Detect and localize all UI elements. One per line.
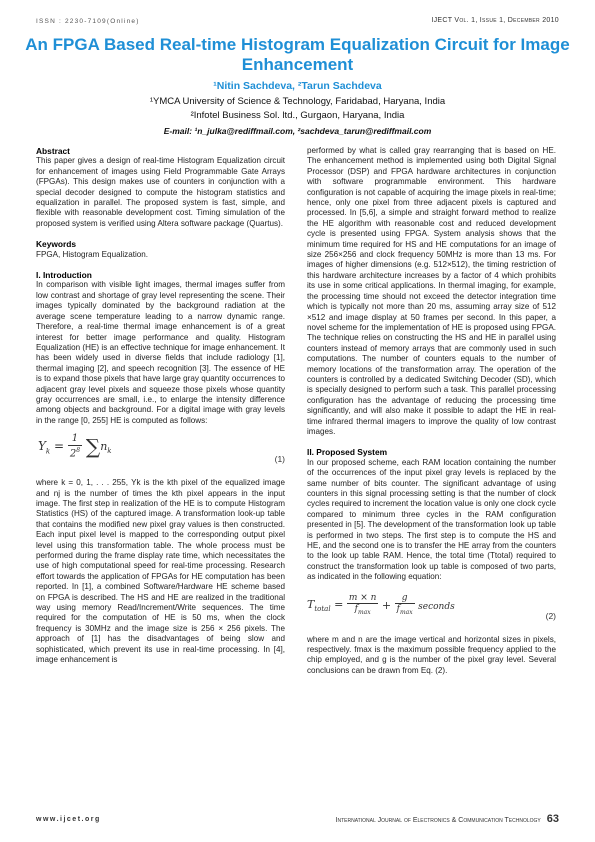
affiliation-2: ²Infotel Business Sol. ltd., Gurgaon, Haryana, India [190,110,405,121]
equation-2-number: (2) [545,610,556,621]
intro-paragraph-2: where k = 0, 1, . . . 255, Yk is the kth pixel of the equalized image and nj is the number of times the kth pixel appears in the input image. The first step in realization of the HE is to compute Histogram Statistics (HS) of the captured image. A transformation look-up table that contains the modified new pixel gray values is then constructed. Each input pixel level is mapped to the corresponding output pixel level using this transformation table. The whole process must be performed during the frame display rate time, which necessitates the use of high computational speed for real-time processing. Research effort towards the application of FPGAs for HE computation has been reported. In [1], a combined Software/Hardware HE scheme based on FPGA is described. The HS and HE are realized in the traditional way using memory Read/Increment/Write sequences. The time required for the computation of HE is 50 ms, when the clock frequency is 30MHz and the image size is 256 × 256 pixels. The approach of [1] has the disadvantages of being slow and sophisticated, which prevent its use in real-time processing. In [4], image enhancement is [36,478,285,665]
equation-1: $Y_k$ = $\frac{1}{2^8}$ $\sum n_k$ (1) [38,433,285,465]
right-column [307,146,556,676]
abstract-text: This paper gives a design of real-time Histogram Equalization circuit for enhancement of images using Field Programmable Gate Arrays (FPGAs). This design makes use of counters in conjunction with a special decoder designed to compute the histogram statistics and equalization in parallel. The proposed system is fast, simple, and flexible with reasonable development cost. Timing simulation of the proposed system is verified using Altera software package (Quartus). [36,156,285,228]
journal-issue-label: IJECT Vol. 1, Issue 1, December 2010 [431,17,559,24]
keywords-heading: Keywords [36,239,77,250]
equation-2: $T_{total}$ = $\frac{m \times n}{f_{max}}$ + $\frac{g}{f_{max}}$ seconds (2) [307,592,556,621]
affiliation-1: ¹YMCA University of Science & Technology, Faridabad, Haryana, India [149,96,446,107]
footer-journal [336,813,559,825]
keywords-text: FPGA, Histogram Equalization. [36,249,149,259]
abstract-heading: Abstract [36,146,70,156]
right-paragraph-1: performed by what is called gray rearranging that is based on HE. The enhancement method is implemented using both Digital Signal Processor (DSP) and FPGA hardware architectures in conjunction with software programmable environment. This hardware configuration is not capable of acquiring the image pixels in real-time; hence, only one pixel from three adjacent pixels is captured and processed. In [5,6], a simple and straight forward method to realize the HE algorithm with reasonable cost and reduced development cycle is presented using FPGA. System analysis shows that the minimum time required for HS and HE computations for an image of size 256×256 and clock frequency 50MHz is more than 13 ms. For images of higher dimensions (e.g. 512×512), the timing restriction of this hardware architecture increases by a factor of 4 which prohibits its use in some critical applications. In thermal imaging, for example, the processing time should not exceed the detector integration time which is typically not more than 20 ms, assuming array size of 512 ×512 and image display at 50 frames per second. In this paper, a novel scheme for the implementation of HE is proposed using FPGA. The technique relies on constructing the HS and HE in parallel using counters instead of memory arrays that are commonly used in such computations. The number of counters equals to the number of memory locations of the transformation array. The operation of the counters is controlled by a dedicated Switching Decoder (SD), which is specially designed to perform such a task. This parallel processing configuration has the advantage of reducing the processing time significantly, and will also make it possible to adapt the HE in real-time infrared thermal imagers to improve the quality of low contrast images. [307,146,556,436]
page-number: 63 [546,813,559,825]
issn-label: ISSN : 2230-7109(Online) [36,18,140,25]
equation-1-number: (1) [274,454,285,465]
proposed-system-paragraph: In our proposed scheme, each RAM location containing the number of the occurrences of the input pixel gray levels is replaced by the same number of bits counter. The significant advantage of using counters in this signal processing setting is that the number of clock cycles required to increment the location value is only one clock cycle compared to minimum three cycles in the RAM configuration presented in [5]. The development of the transformation look up table is performed in two steps. The first step is to compute the HS and HE, and the second one is to transfer the HE array from the counters to the look up table RAM. Hence, the total time (Ttotal) required to construct the transformation look up table is composed of two parts, as indicated in the following equation: [307,457,556,582]
author-emails: E-mail: ¹n_julka@rediffmail.com, ²sachdeva_tarun@rediffmail.com [163,126,432,136]
authors: ¹Nitin Sachdeva, ²Tarun Sachdeva [213,80,382,92]
footer-website: www.ijcet.org [36,816,101,823]
intro-heading: I. Introduction [36,270,92,281]
left-column [36,146,285,665]
proposed-system-heading: II. Proposed System [307,447,388,458]
paper-title: An FPGA Based Real-time Histogram Equalization Circuit for Image Enhancement [25,35,570,74]
intro-paragraph-1: In comparison with visible light images, thermal images suffer from low contrast and shortage of gray level representing the scene. Their images typically dominated by the background radiation at the average scene temperature leading to a narrow dynamic range. Therefore, a real-time thermal image enhancement is of a great interest for better image performance and quality. Histogram Equalization (HE) is an effective technique for image enhancement. It has been widely used in diverse fields that include radiology [1], thermal imaging [2], and speech recognition [3]. The essence of HE is to expand those pixels that have large gray quantity occurrences to adjacent gray level pixels and squeeze those pixels whose quantity gray occurrences are small, i.e., to enlarge the intensity difference among objects and background. For a digital image with gray levels in the range [0, 255] HE is computed as follows: [36,280,285,425]
proposed-system-paragraph-2: where m and n are the image vertical and horizontal sizes in pixels, respectively. fmax is the maximum possible frequency applied to the chip employed, and g is the number of the pixel gray level. Several conclusions can be drawn from Eq. (2). [307,634,556,675]
footer-journal-name: International Journal of Electronics & Communication Technology [335,817,541,824]
